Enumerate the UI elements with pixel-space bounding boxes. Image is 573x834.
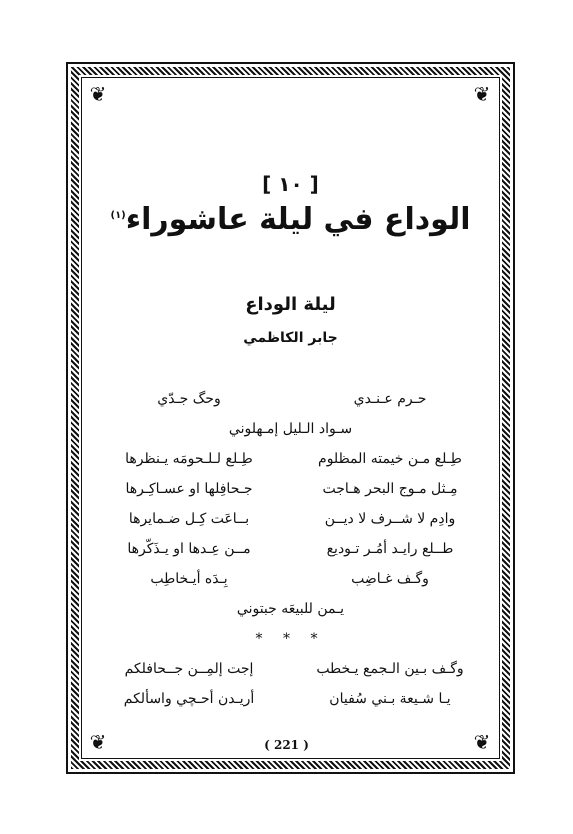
poem-verse [84,444,497,474]
verse-first-half: طــلع رايـد أمُـر تـوديع [326,541,454,557]
poem-verse [84,534,497,564]
verse-second-half: جـحافِلها او عسـاكِـرها [125,481,253,497]
verse-center: يـمن للبيعَه جبتوني [236,601,345,617]
page-content [84,80,497,756]
verse-first-half: يـا شـيعة بـني سُفيان [329,691,451,707]
verse-second-half: بــاعَت كِـل ضـمايرها [128,511,250,527]
verse-first-half: حـرم عـنـدي [353,391,427,407]
poem-verse [84,564,497,594]
chapter-number: [ ١٠ ] [262,172,319,196]
poem-title: ليلة الوداع [245,294,336,315]
corner-ornament-icon: ❦ [473,730,491,754]
poem-refrain [84,414,497,444]
verse-first-half: مِـثل مـوج البحر هـاجت [322,481,458,497]
verse-first-half: وگـف غـاضِب [351,571,429,587]
poem-verse [84,384,497,414]
verse-second-half: وحگ جـدّي [157,391,221,407]
verse-first-half: وادِم لا شــرف لا ديــن [324,511,456,527]
poem-verse [84,684,497,714]
poem-refrain [84,594,497,624]
verse-first-half: وگـف بـين الـجمع يـخطب [316,661,464,677]
section-divider [84,624,497,654]
poem-author: جابر الكاظمي [243,330,338,346]
poem-verse [84,474,497,504]
corner-ornament-icon: ❦ [473,82,491,106]
poem-verse [84,504,497,534]
verse-second-half: بِـدَه أيـخاطِب [150,571,228,587]
poem-verse [84,654,497,684]
verse-center: سـواد الـليل إمـهلوني [228,421,353,437]
corner-ornament-icon: ❦ [89,730,107,754]
title-text: الوداع في ليلة عاشوراء [125,202,471,237]
page-number: ( 221 ) [264,738,309,752]
corner-ornament-icon: ❦ [89,82,107,106]
stars-divider: * * * [255,631,326,647]
title-footnote-marker: (١) [110,210,126,221]
verse-first-half: طِـلع مـن خيمته المظلوم [318,451,462,467]
verse-second-half: إجت إلمِــن جــحافلكم [124,661,254,677]
verse-second-half: أريـدن أحـچي واسألكم [123,691,255,707]
page-title [84,202,497,237]
verse-second-half: طِـلع لـلـحومَه يـنظرها [125,451,253,467]
verse-second-half: مــن عِـدها او يـذَكّرها [127,541,251,557]
poem-body [84,384,497,714]
